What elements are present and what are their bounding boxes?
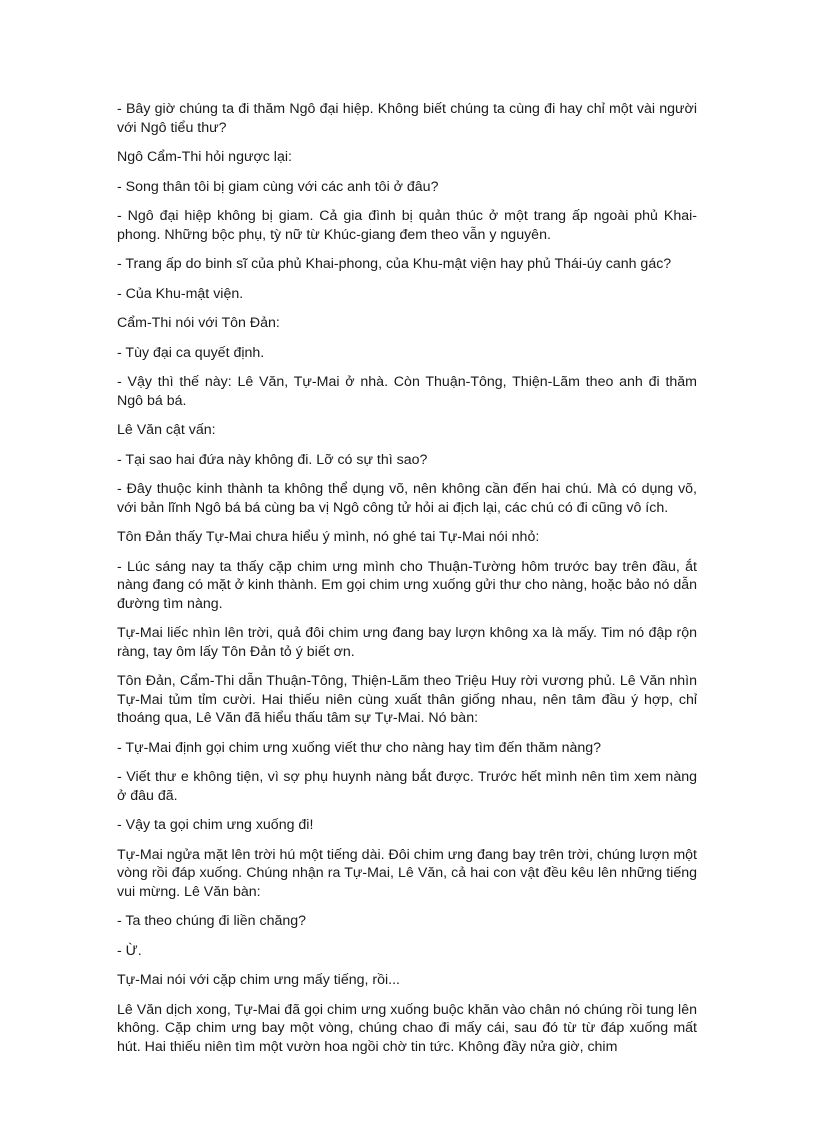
paragraph: - Của Khu-mật viện. bbox=[117, 285, 244, 302]
paragraph: Tôn Đản, Cẩm-Thi dẫn Thuận-Tông, Thiện-Lãm theo Triệu Huy rời vương phủ. Lê Văn nhìn Tự-Mai tủm tỉm cười. Hai thiếu niên cùng xuất thân giống nhau, nên tâm đầu ý hợp, chỉ thoáng qua, Lê Văn đã hiểu thấu tâm sự Tự-Mai. Nó bàn: bbox=[117, 673, 697, 726]
paragraph: - Tại sao hai đứa này không đi. Lỡ có sự thì sao? bbox=[117, 451, 428, 468]
paragraph: - Lúc sáng nay ta thấy cặp chim ưng mình cho Thuận-Tường hôm trước bay trên đầu, ắt nàng đang có mặt ở kinh thành. Em gọi chim ưng xuống gửi thư cho nàng, hoặc bảo nó dẫn đường tìm nàng. bbox=[117, 558, 697, 612]
paragraph: Cẩm-Thi nói với Tôn Đản: bbox=[117, 315, 280, 331]
paragraph: Lê Văn dịch xong, Tự-Mai đã gọi chim ưng xuống buộc khăn vào chân nó chúng rồi tung lên không. Cặp chim ưng bay một vòng, chúng chao đi mấy cái, sau đó từ từ đáp xuống mất hút. Hai thiếu niên tìm một vườn hoa ngồi chờ tin tức. Không đầy nửa giờ, chim bbox=[117, 1001, 697, 1055]
paragraph: - Tự-Mai định gọi chim ưng xuống viết thư cho nàng hay tìm đến thăm nàng? bbox=[117, 739, 602, 756]
paragraph: Tự-Mai nói với cặp chim ưng mấy tiếng, rồi... bbox=[117, 972, 400, 988]
paragraph: - Vậy ta gọi chim ưng xuống đi! bbox=[117, 817, 314, 833]
paragraph: Ngô Cẩm-Thi hỏi ngược lại: bbox=[117, 149, 292, 165]
document-page bbox=[117, 100, 697, 1067]
paragraph: Tự-Mai liếc nhìn lên trời, quả đôi chim ưng đang bay lượn không xa là mấy. Tim nó đập rộn ràng, tay ôm lấy Tôn Đản tỏ ý biết ơn. bbox=[117, 625, 697, 660]
paragraph: - Đây thuộc kinh thành ta không thể dụng võ, nên không cần đến hai chú. Mà có dụng võ, với bản lĩnh Ngô bá bá cùng ba vị Ngô công tử hỏi ai địch lại, các chú có đi cũng vô ích. bbox=[117, 481, 697, 516]
paragraph: Tự-Mai ngửa mặt lên trời hú một tiếng dài. Đôi chim ưng đang bay trên trời, chúng lượn một vòng rồi đáp xuống. Chúng nhận ra Tự-Mai, Lê Văn, cả hai con vật đều kêu lên những tiếng vui mừng. Lê Văn bàn: bbox=[117, 846, 697, 900]
paragraph: - Trang ấp do binh sĩ của phủ Khai-phong, của Khu-mật viện hay phủ Thái-úy canh gác? bbox=[117, 256, 672, 272]
paragraph: Lê Văn cật vấn: bbox=[117, 422, 216, 438]
paragraph: - Ngô đại hiệp không bị giam. Cả gia đình bị quản thúc ở một trang ấp ngoài phủ Khai-phong. Những bộc phụ, tỳ nữ từ Khúc-giang đem theo vẫn y nguyên. bbox=[117, 208, 697, 243]
paragraph: - Ừ. bbox=[117, 942, 142, 959]
paragraph: - Viết thư e không tiện, vì sợ phụ huynh nàng bắt được. Trước hết mình nên tìm xem nàng ở đâu đã. bbox=[117, 769, 697, 804]
paragraph: - Vậy thì thế này: Lê Văn, Tự-Mai ở nhà. Còn Thuận-Tông, Thiện-Lãm theo anh đi thăm Ngô bá bá. bbox=[117, 374, 697, 409]
paragraph: - Tùy đại ca quyết định. bbox=[117, 344, 265, 361]
paragraph: - Bây giờ chúng ta đi thăm Ngô đại hiệp. Không biết chúng ta cùng đi hay chỉ một vài người với Ngô tiểu thư? bbox=[117, 101, 697, 136]
paragraph: - Ta theo chúng đi liền chăng? bbox=[117, 913, 307, 929]
paragraph: Tôn Đản thấy Tự-Mai chưa hiểu ý mình, nó ghé tai Tự-Mai nói nhỏ: bbox=[117, 529, 540, 545]
paragraph: - Song thân tôi bị giam cùng với các anh tôi ở đâu? bbox=[117, 178, 439, 195]
